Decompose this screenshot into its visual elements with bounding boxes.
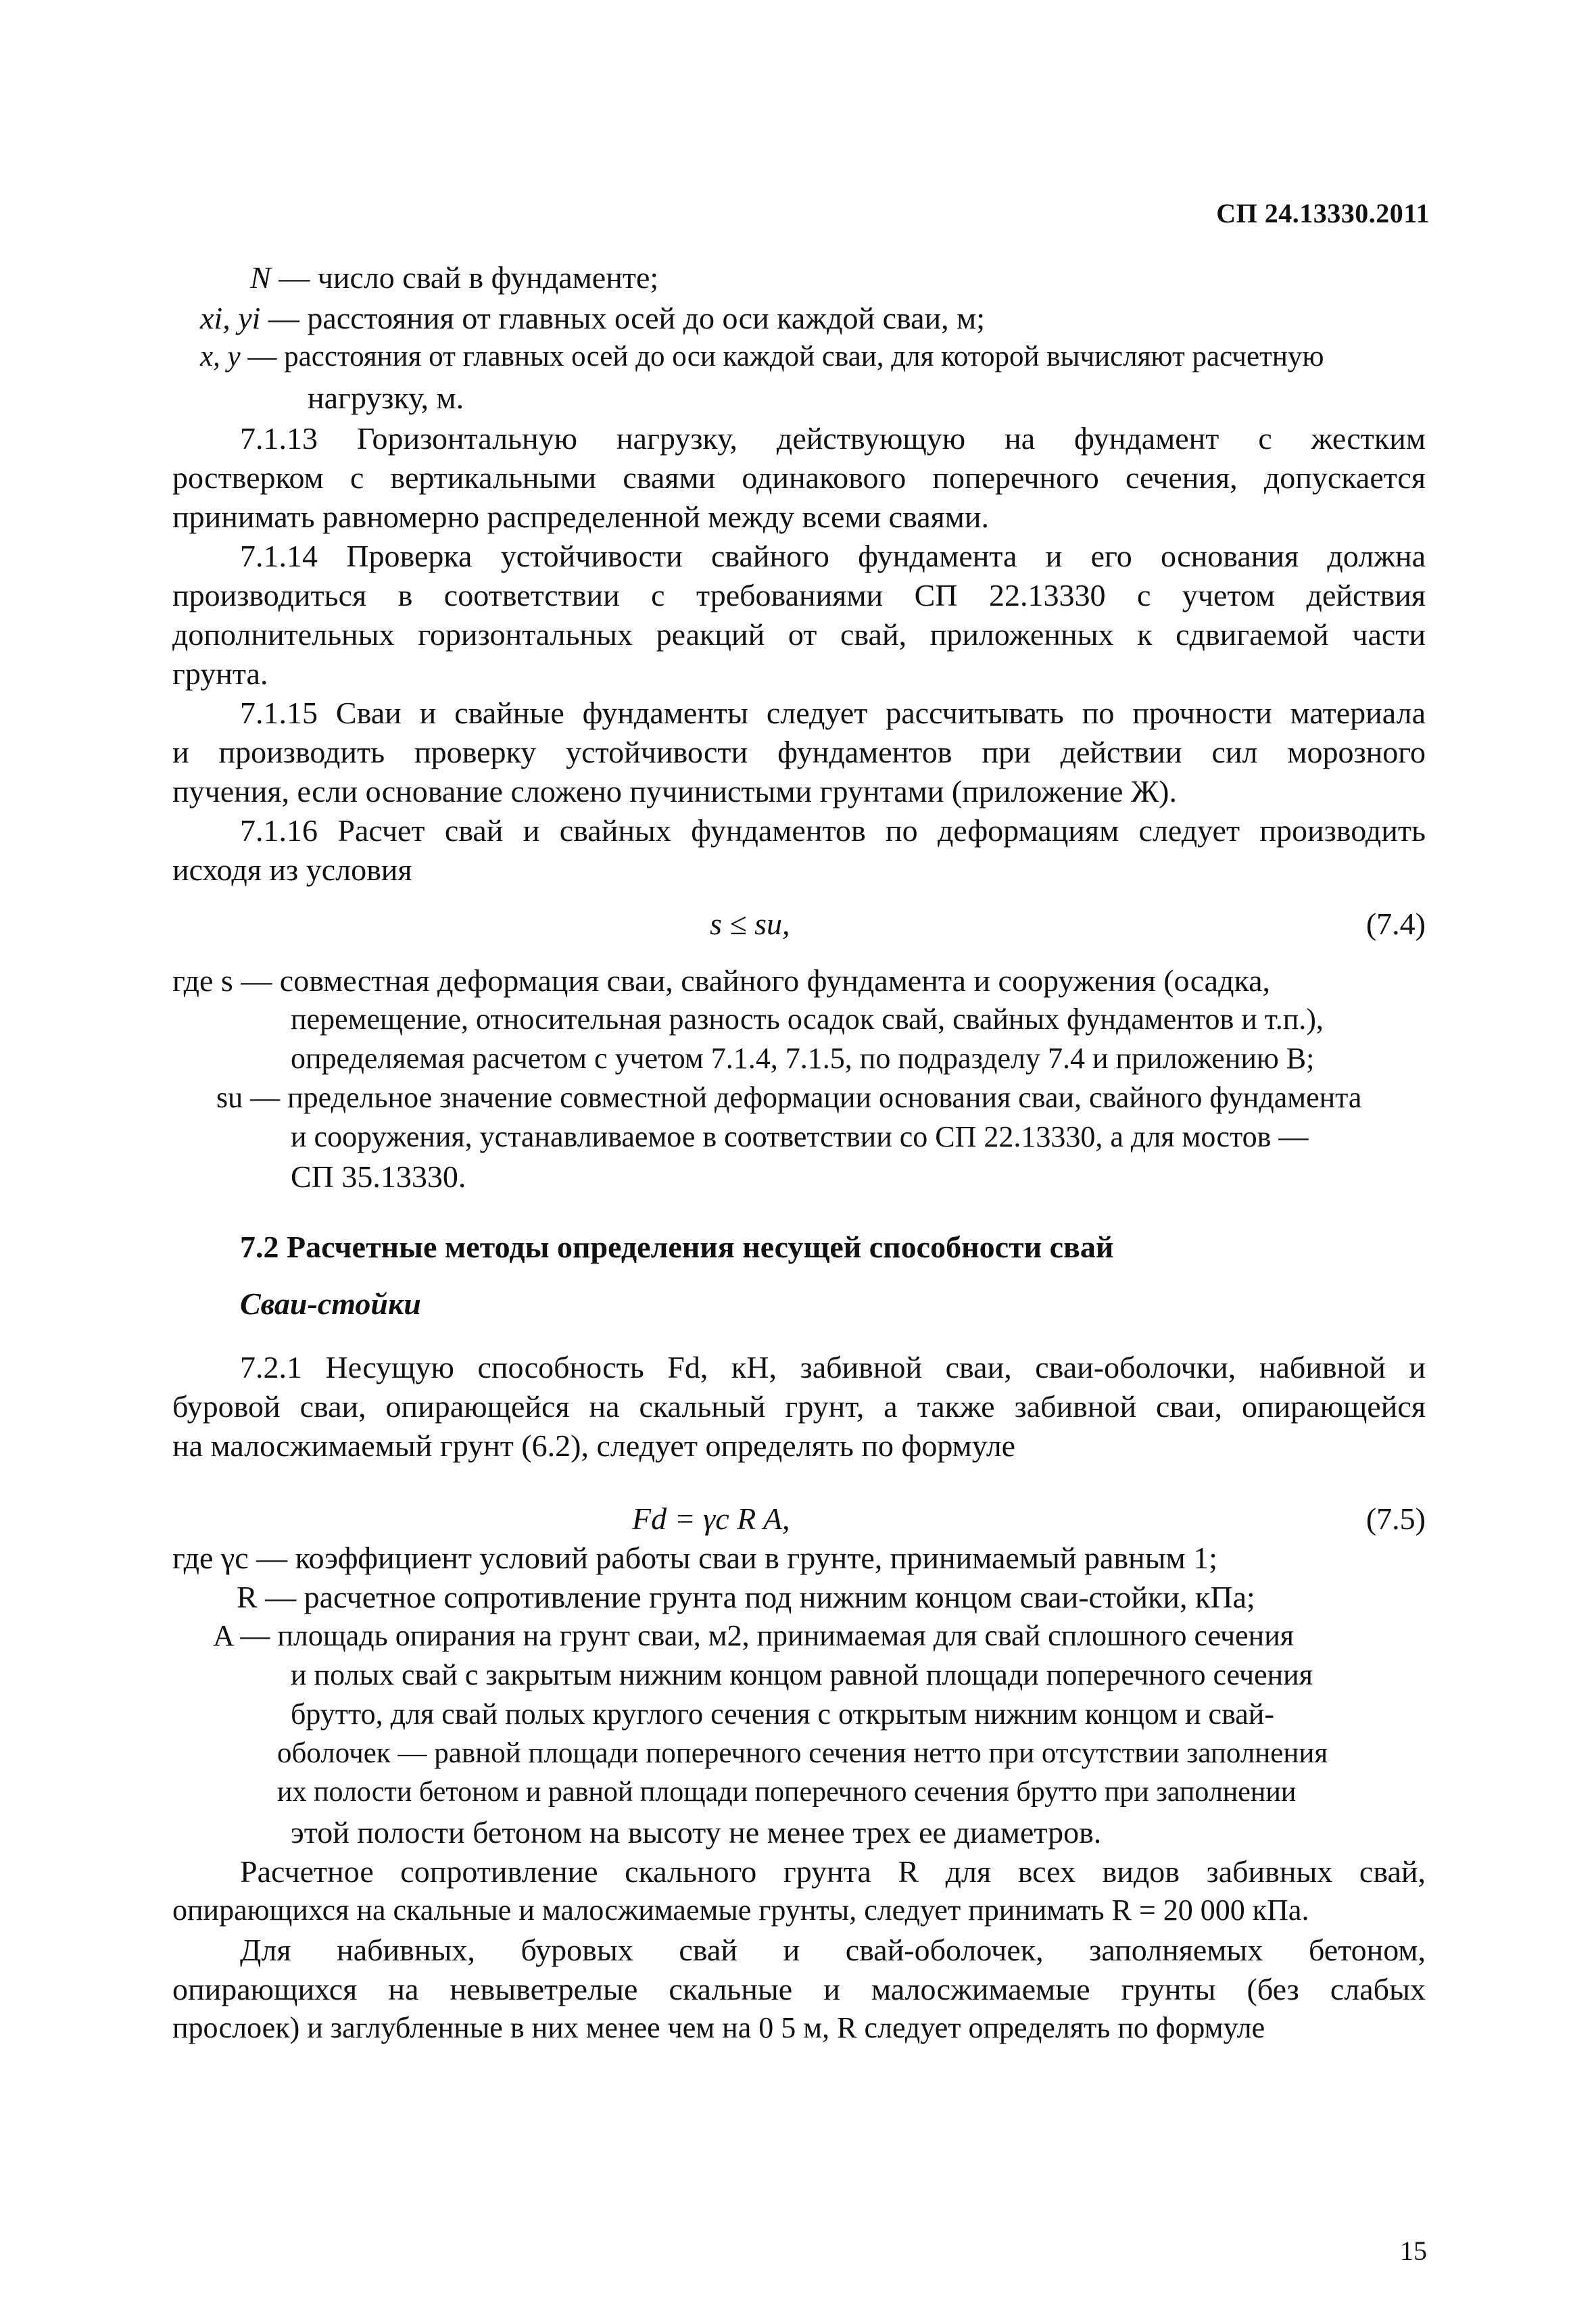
p-7-1-14-line-2: производиться в соответствии с требованиями СП 22.13330 с учетом действия [172, 578, 1426, 612]
p-bored-line-1: Для набивных, буровых свай и свай-оболочек, заполняемых бетоном, [240, 1933, 1426, 1967]
page-number: 15 [1400, 2236, 1427, 2266]
def-su: su — предельное значение совместной деформации основания сваи, свайного фундамента [216, 1081, 1362, 1114]
def-a-cont-2: брутто, для свай полых круглого сечения с открытым нижним концом и свай- [291, 1697, 1274, 1731]
def-text: — расстояния от главных осей до оси каждой сваи, для которой вычисляют расчетную [240, 341, 1324, 372]
p-7-1-13-line-1: 7.1.13 Горизонтальную нагрузку, действующую на фундамент с жестким [240, 421, 1426, 456]
def-s-cont-2: определяемая расчетом с учетом 7.1.4, 7.1.5, по подразделу 7.4 и приложению В; [291, 1042, 1315, 1075]
document-code-header: СП 24.13330.2011 [1216, 198, 1430, 228]
p-7-1-13-line-2: ростверком с вертикальными сваями одинакового поперечного сечения, допускается [172, 460, 1426, 495]
def-a-cont-5: этой полости бетоном на высоту не менее трех ее диаметров. [291, 1815, 1102, 1850]
formula-7-4: s ≤ su, [710, 907, 790, 941]
formula-7-5: Fd = γc R A, [632, 1501, 790, 1536]
def-s-cont-1: перемещение, относительная разность осадок свай, свайных фундаментов и т.п.), [291, 1003, 1324, 1036]
def-symbol: x, y [200, 341, 241, 372]
def-a-cont-1: и полых свай с закрытым нижним концом равной площади поперечного сечения [291, 1658, 1313, 1691]
def-a-cont-4: их полости бетоном и равной площади поперечного сечения брутто при заполнении [277, 1777, 1297, 1808]
p-7-1-15-line-2: и производить проверку устойчивости фундаментов при действии сил морозного [172, 735, 1426, 769]
p-rock-line-2: опирающихся на скальные и малосжимаемые грунты, следует принимать R = 20 000 кПа. [172, 1893, 1309, 1927]
p-7-1-14-line-3: дополнительных горизонтальных реакций от свай, приложенных к сдвигаемой части [172, 617, 1426, 652]
def-n [250, 262, 658, 293]
p-7-1-16-line-1: 7.1.16 Расчет свай и свайных фундаментов по деформациям следует производить [240, 813, 1426, 848]
def-su-cont-2: СП 35.13330. [291, 1159, 466, 1194]
def-text: — число свай в фундаменте; [270, 260, 659, 295]
p-7-1-13-line-3: принимать равномерно распределенной между всеми сваями. [172, 500, 990, 534]
p-7-2-1-line-2: буровой сваи, опирающейся на скальный грунт, а также забивной сваи, опирающейся [172, 1389, 1426, 1424]
def-s: где s — совместная деформация сваи, свайного фундамента и сооружения (осадка, [172, 963, 1271, 998]
p-7-1-15-line-1: 7.1.15 Сваи и свайные фундаменты следует рассчитывать по прочности материала [240, 696, 1426, 730]
p-bored-line-3: прослоек) и заглубленные в них менее чем на 0 5 м, R следует определять по формуле [172, 2011, 1265, 2044]
section-heading-7-2: 7.2 Расчетные методы определения несущей способности свай [240, 1230, 1114, 1264]
def-r: R — расчетное сопротивление грунта под нижним концом сваи-стойки, кПа; [237, 1580, 1255, 1614]
def-su-cont-1: и сооружения, устанавливаемое в соответствии со СП 22.13330, а для мостов — [291, 1120, 1309, 1153]
p-7-1-14-line-1: 7.1.14 Проверка устойчивости свайного фундамента и его основания должна [240, 539, 1426, 573]
subsection-heading: Сваи-стойки [240, 1286, 421, 1321]
def-x-y-cont: нагрузку, м. [308, 381, 464, 415]
def-xi-yi [200, 303, 985, 334]
p-7-2-1-line-1: 7.2.1 Несущую способность Fd, кН, забивной сваи, сваи-оболочки, набивной и [240, 1350, 1426, 1384]
p-bored-line-2: опирающихся на невыветрелые скальные и малосжимаемые грунты (без слабых [172, 1972, 1426, 2006]
equation-number-7-5: (7.5) [1365, 1501, 1426, 1536]
p-7-1-15-line-3: пучения, если основание сложено пучинистыми грунтами (приложение Ж). [172, 774, 1177, 809]
p-7-2-1-line-3: на малосжимаемый грунт (6.2), следует определять по формуле [172, 1428, 1016, 1463]
def-a: A — площадь опирания на грунт сваи, м2, принимаемая для свай сплошного сечения [213, 1619, 1295, 1652]
equation-number-7-4: (7.4) [1365, 907, 1426, 941]
def-symbol: xi, yi [200, 301, 261, 335]
def-text: — расстояния от главных осей до оси каждой сваи, м; [260, 301, 986, 335]
def-x-y [200, 342, 1324, 371]
def-symbol: N [250, 260, 271, 295]
p-7-1-14-line-4: грунта. [172, 656, 268, 691]
p-rock-line-1: Расчетное сопротивление скального грунта R для всех видов забивных свай, [240, 1854, 1426, 1889]
def-a-cont-3: оболочек — равной площади поперечного сечения нетто при отсутствии заполнения [277, 1737, 1328, 1769]
p-7-1-16-line-2: исходя из условия [172, 852, 412, 887]
def-gamma-c: где γc — коэффициент условий работы сваи в грунте, принимаемый равным 1; [172, 1541, 1218, 1575]
